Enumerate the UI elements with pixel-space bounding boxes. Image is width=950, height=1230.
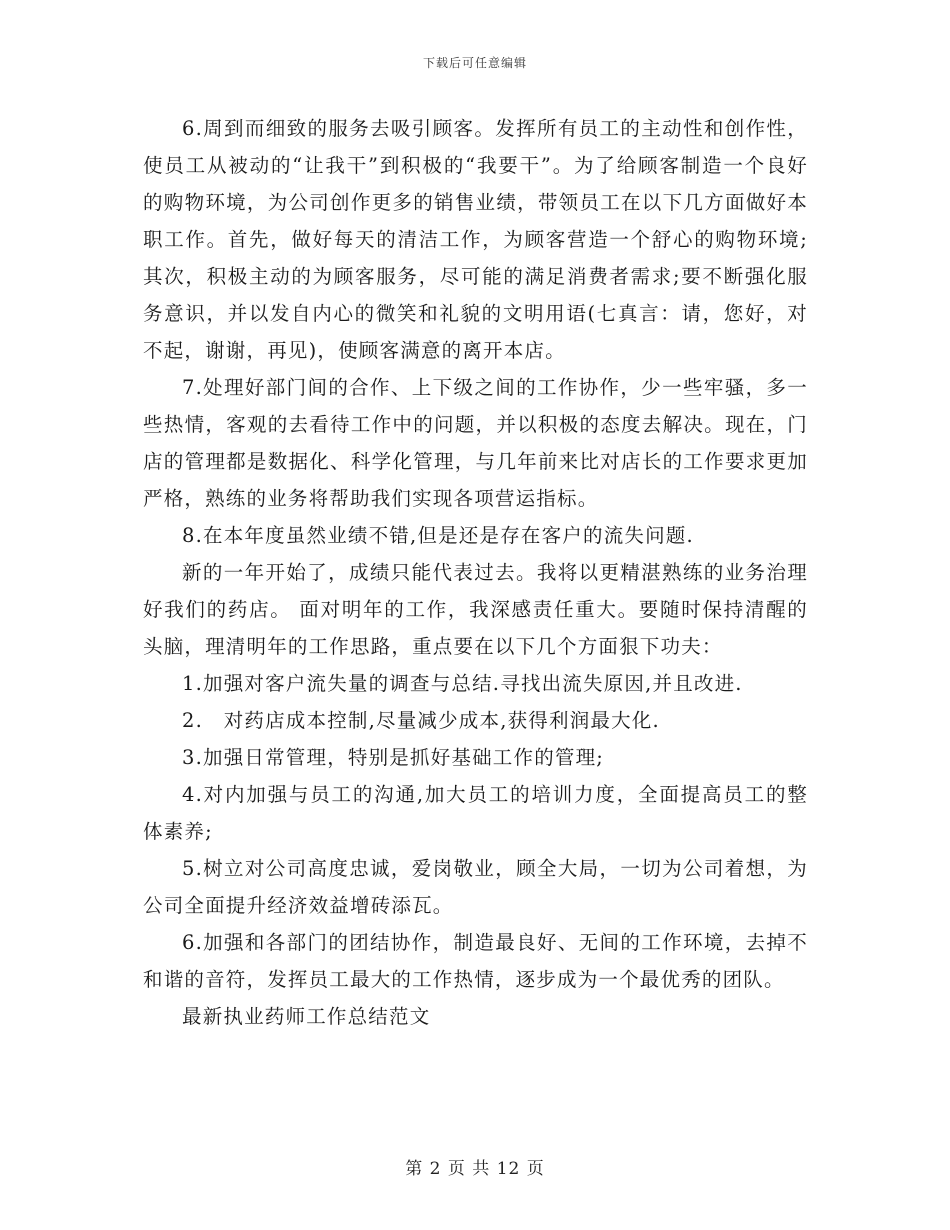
paragraph-new-year: 新的一年开始了，成绩只能代表过去。我将以更精湛熟练的业务治理好我们的药店。 面对明年的工作，我深感责任重大。要随时保持清醒的头脑，理清明年的工作思路，重点要在以下几个方面狠下功夫： [143,561,808,658]
list-item-1: 1.加强对客户流失量的调查与总结.寻找出流失原因,并且改进. [182,672,743,695]
list-item-5: 5.树立对公司高度忠诚，爱岗敬业，顾全大局，一切为公司着想，为公司全面提升经济效益增砖添瓦。 [143,857,808,917]
paragraph-customer-loss: 8.在本年度虽然业绩不错,但是还是存在客户的流失问题. [182,524,694,547]
paragraph-service: 6.周到而细致的服务去吸引顾客。发挥所有员工的主动性和创作性，使员工从被动的“让我干”到积极的“我要干”。为了给顾客制造一个良好的购物环境，为公司创作更多的销售业绩，带领员工在以下几方面做好本职工作。首先，做好每天的清洁工作，为顾客营造一个舒心的购物环境;其次，积极主动的为顾客服务，尽可能的满足消费者需求;要不断强化服务意识，并以发自内心的微笑和礼貌的文明用语(七真言：请，您好，对不起，谢谢，再见)，使顾客满意的离开本店。 [143,117,808,362]
list-item-3: 3.加强日常管理，特别是抓好基础工作的管理; [182,746,605,769]
list-item-6: 6.加强和各部门的团结协作，制造最良好、无间的工作环境，去掉不和谐的音符，发挥员工最大的工作热情，逐步成为一个最优秀的团队。 [143,931,808,991]
list-item-4: 4.对内加强与员工的沟通,加大员工的培训力度，全面提高员工的整体素养; [143,783,808,843]
document-body [143,110,808,1035]
page-footer: 第 2 页 共 12 页 [405,1159,545,1179]
page-header: 下载后可任意编辑 [422,56,527,70]
paragraph-cooperation: 7.处理好部门间的合作、上下级之间的工作协作，少一些牢骚，多一些热情，客观的去看待工作中的问题，并以积极的态度去解决。现在，门店的管理都是数据化、科学化管理，与几年前来比对店长的工作要求更加严格，熟练的业务将帮助我们实现各项营运指标。 [143,376,808,510]
section-title: 最新执业药师工作总结范文 [182,1005,431,1028]
list-item-2: 2. 对药店成本控制,尽量减少成本,获得利润最大化. [182,709,660,732]
